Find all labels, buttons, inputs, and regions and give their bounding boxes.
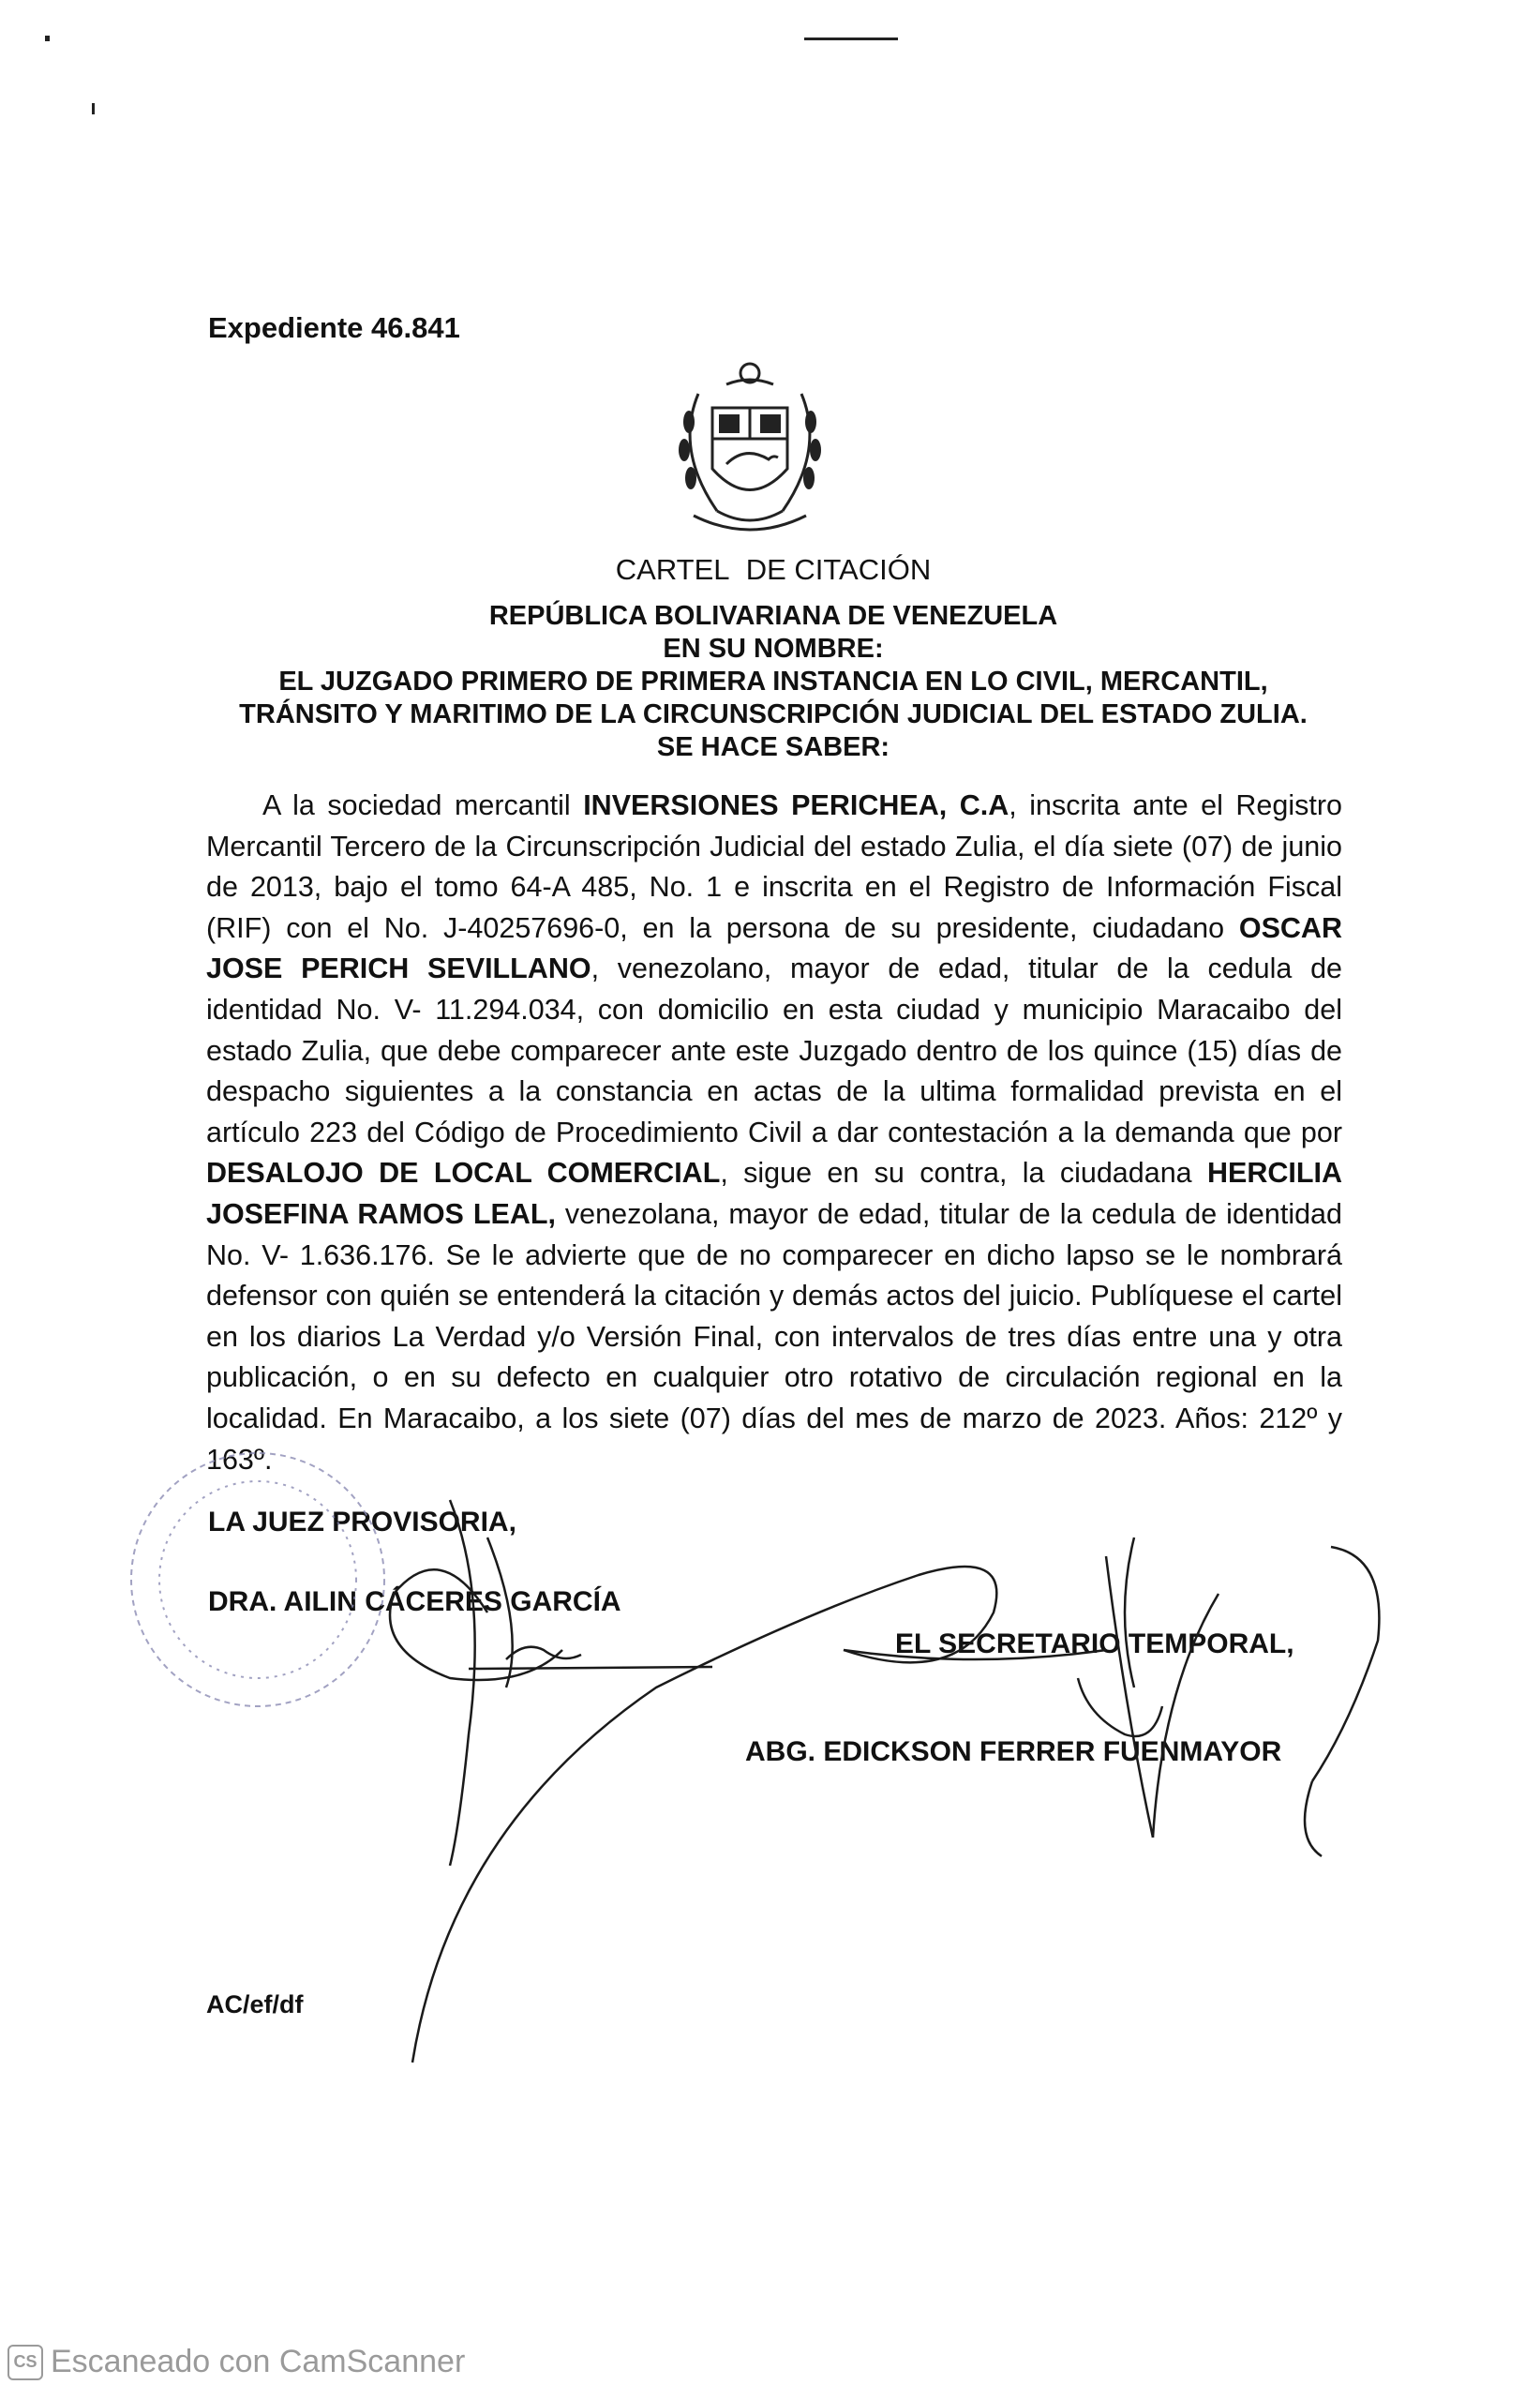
court-header [206,600,1340,764]
court-seal-icon [131,1453,384,1706]
company-name: INVERSIONES PERICHEA, C.A [583,789,1009,821]
title-prefix: CARTEL [615,553,730,586]
scanner-watermark [7,2344,465,2380]
initials: AC/ef/df [206,1990,304,2018]
body-text-2: , inscrita ante el Registro Mercantil Tercero de la Circunscripción Judicial del estado Zulia, el día siete (07) de junio de 2013, bajo el tomo 64-A 485, No. 1 e inscrita en el Registro de Información Fiscal (RIF) con el No. J-40257696-0, en la persona de su presidente, ciudadano [206,789,1342,944]
body-text-5: venezolana, mayor de edad, titular de la cedula de identidad No. V- 1.636.176. Se le advierte que de no comparecer en dicho lapso se le nombrará defensor con quién se entenderá la citación y demás actos del juicio. Publíquese el cartel en los diarios La Verdad y/o Versión Final, con intervalos de tres días entre una y otra publicación, o en su defecto en cualquier otro rotativo de circulación regional en la localidad. En Maracaibo, a los siete (07) días del mes de marzo de 2023. Años: 212º y 163º. [206,1197,1342,1476]
scan-mark-top [804,38,898,40]
case-number: Expediente 46.841 [208,311,460,344]
secretary-role: EL SECRETARIO TEMPORAL, [895,1628,1294,1659]
body-text-4: , sigue en su contra, la ciudadana [720,1157,1207,1190]
judge-name: DRA. AILIN CÁCERES GARCÍA [208,1586,621,1617]
header-line-circunscripcion: TRÁNSITO Y MARITIMO DE LA CIRCUNSCRIPCIÓN JUDICIAL DEL ESTADO ZULIA. [239,699,1308,729]
judge-role: LA JUEZ PROVISORIA, [208,1507,516,1538]
citation-body [206,786,1342,1480]
title-rest: DE CITACIÓN [745,553,932,586]
document-title [206,553,1340,586]
header-line-hace-saber: SE HACE SABER: [656,732,890,762]
header-line-court: EL JUZGADO PRIMERO DE PRIMERA INSTANCIA EN LO CIVIL, MERCANTIL, [278,667,1268,697]
scan-dot [45,36,50,41]
header-line-nombre: EN SU NOMBRE: [663,634,884,664]
header-line-republic: REPÚBLICA BOLIVARIANA DE VENEZUELA [488,601,1058,631]
camscanner-logo-icon: CS [7,2345,43,2380]
president-name: OSCAR JOSE PERICH SEVILLANO [206,911,1342,985]
body-text-1: A la sociedad mercantil [262,789,584,821]
claim-type: DESALOJO DE LOCAL COMERCIAL [206,1157,721,1190]
judge-signature-icon [390,1500,712,1866]
plaintiff-name: HERCILIA JOSEFINA RAMOS LEAL, [206,1157,1342,1230]
body-text-3: , venezolano, mayor de edad, titular de la cedula de identidad No. V- 11.294.034, con domicilio en esta ciudad y municipio Maracaibo del estado Zulia, que debe comparecer ante este Juzgado dentro de los quince (15) días de despacho siguientes a la constancia en actas de la ultima formalidad prevista en el artículo 223 del Código de Procedimiento Civil a dar contestación a la demanda que por [206,952,1342,1148]
coat-of-arms-icon [661,356,839,544]
secretary-name: ABG. EDICKSON FERRER FUENMAYOR [745,1736,1282,1767]
scan-tick [92,103,95,114]
scanner-label: Escaneado con CamScanner [51,2344,466,2379]
